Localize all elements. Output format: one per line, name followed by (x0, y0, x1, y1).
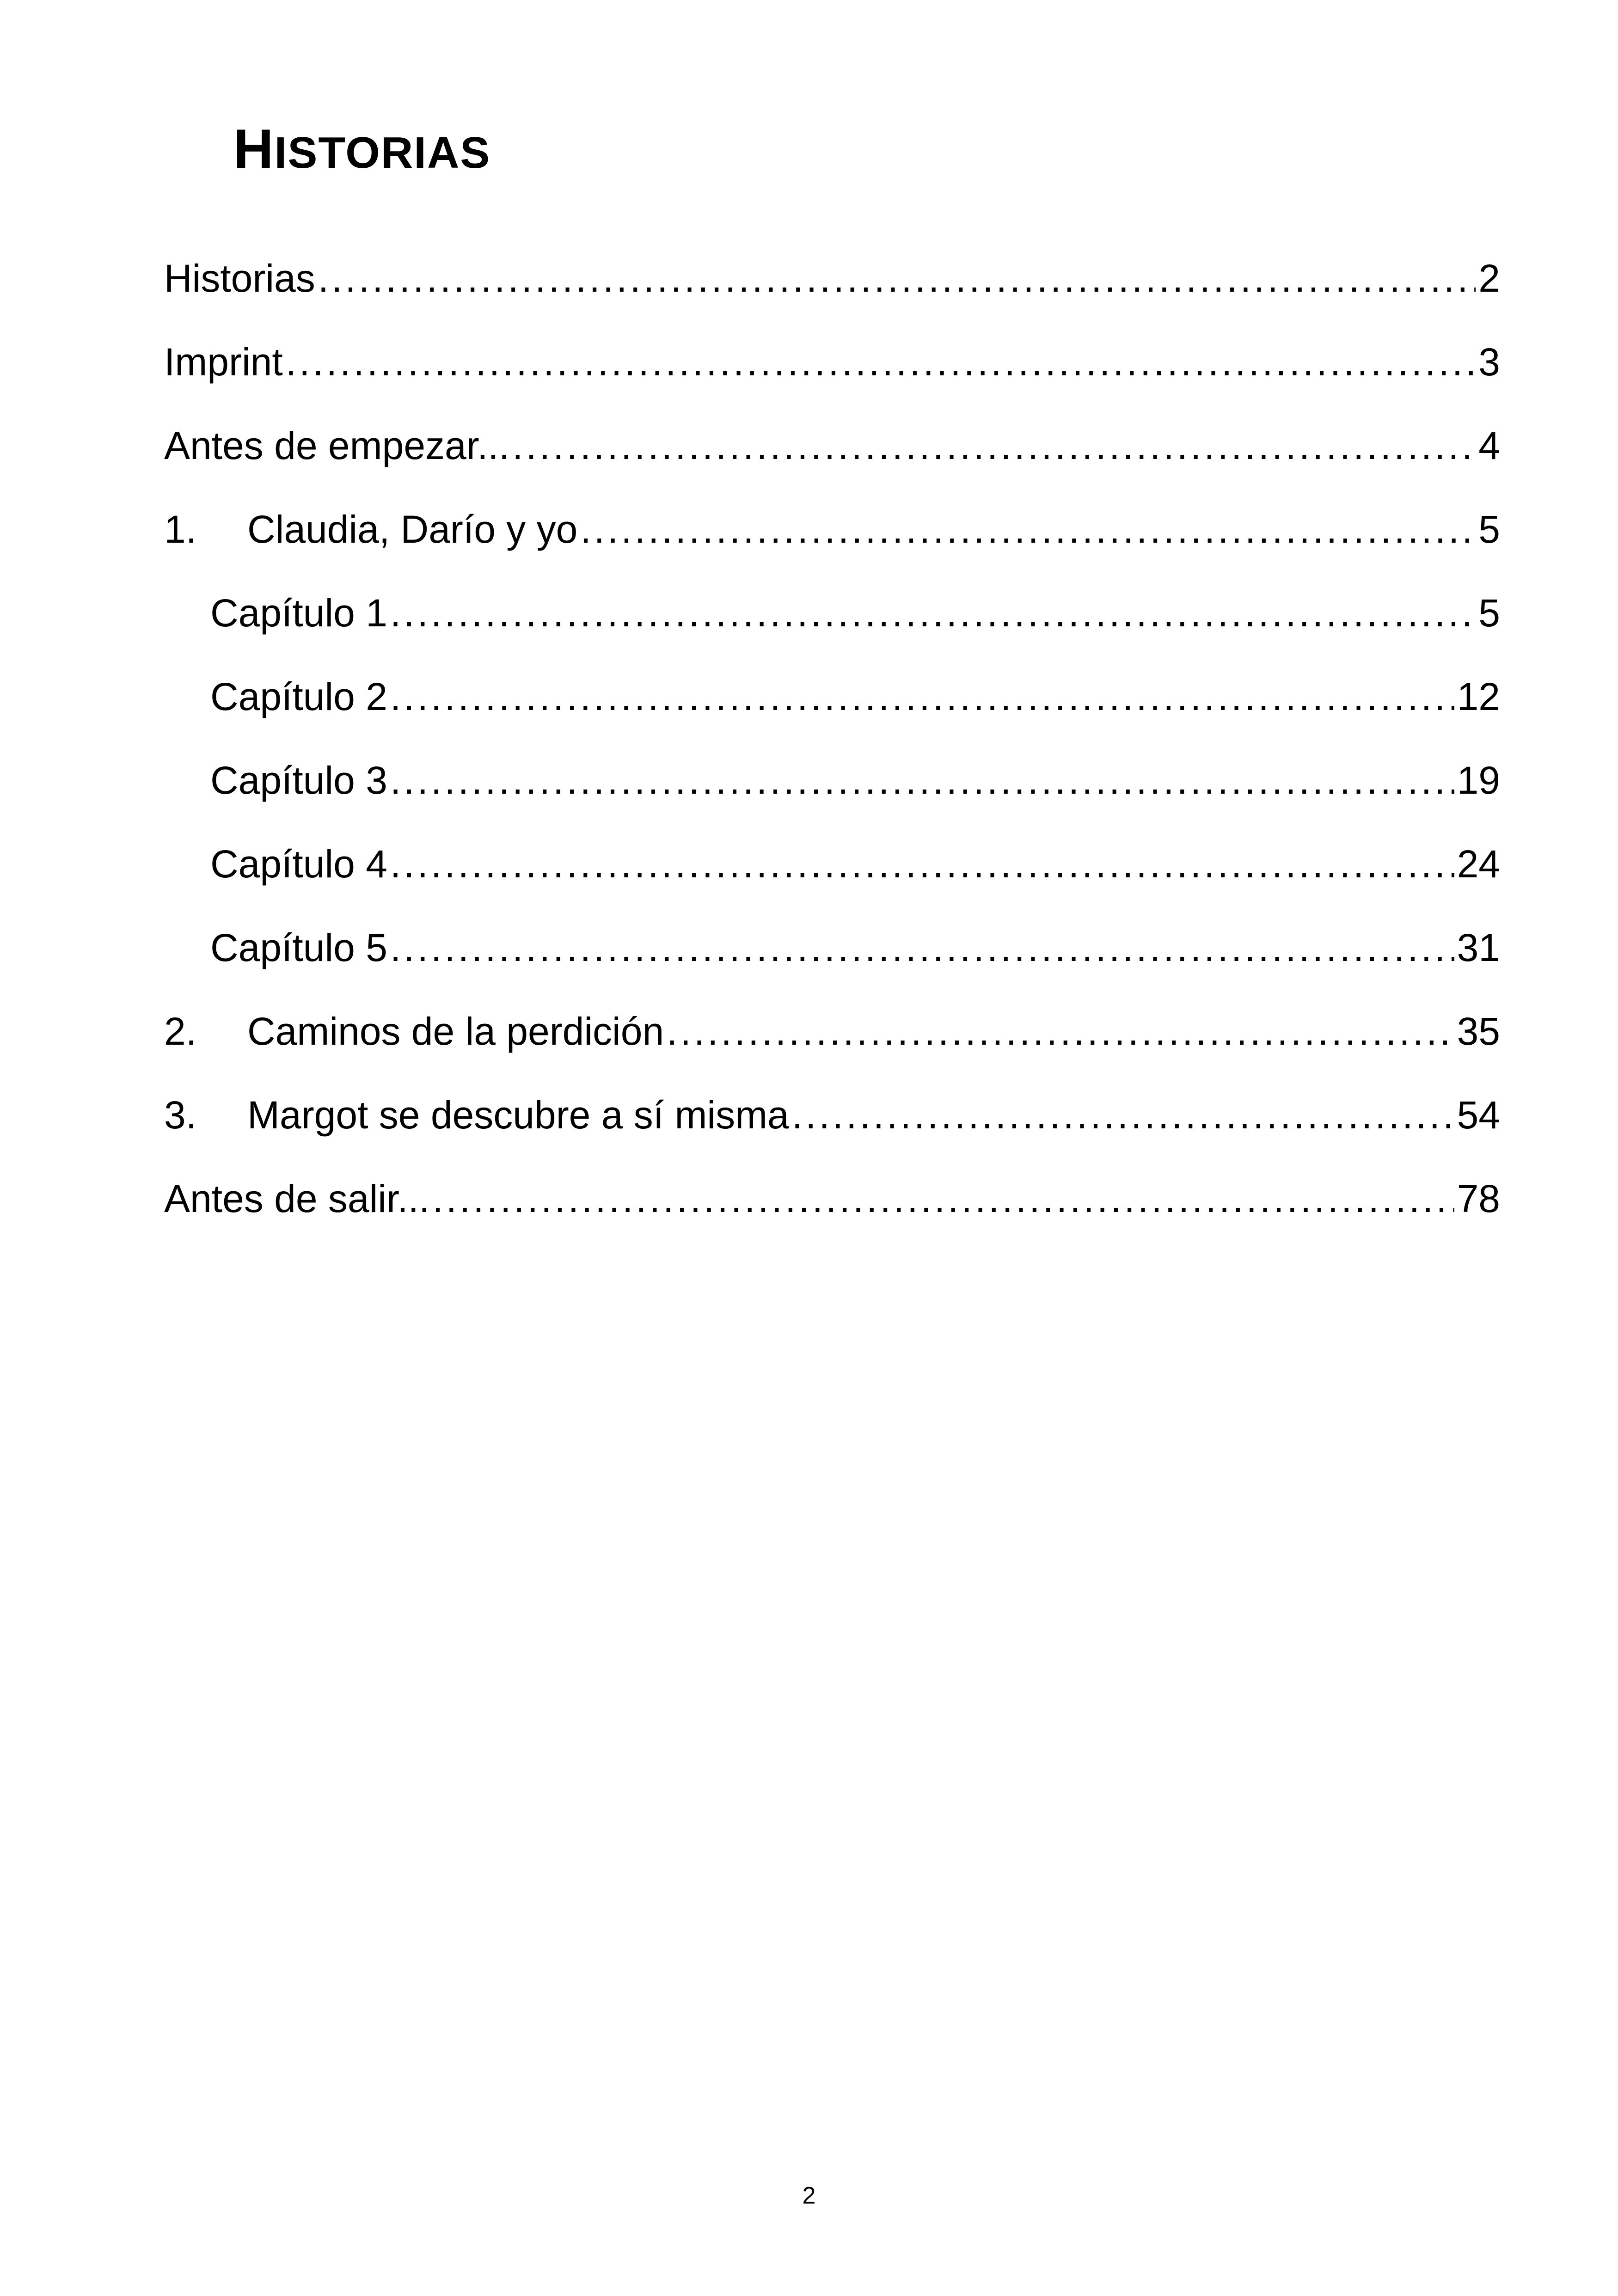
toc-entry-label: Capítulo 4 (210, 842, 387, 886)
toc-entry-page: 78 (1457, 1177, 1500, 1220)
toc-dot-leader (512, 426, 1476, 465)
toc-entry-label: Margot se descubre a sí misma (247, 1093, 789, 1137)
toc-entry-label: Capítulo 2 (210, 675, 387, 718)
page-title-initial: H (233, 118, 275, 180)
toc-entry-number: 3. (164, 1093, 197, 1137)
toc-entry-page: 3 (1478, 340, 1500, 384)
toc-entry-label: Imprint (164, 340, 283, 384)
toc-entry-page: 12 (1457, 675, 1500, 718)
toc-entry-page: 5 (1478, 508, 1500, 551)
page-title-rest: ISTORIAS (274, 128, 491, 178)
toc-entry-number: 2. (164, 1010, 197, 1053)
page-number: 2 (802, 2182, 816, 2209)
toc-entry-caminos-de-la-perdicion[interactable] (164, 1012, 1500, 1096)
toc-entry-capitulo-5[interactable] (164, 928, 1500, 1012)
toc-entry-label: Historias (164, 257, 315, 300)
toc-entry-page: 2 (1478, 257, 1500, 300)
toc-entry-label: Capítulo 3 (210, 759, 387, 802)
page-title (233, 118, 491, 180)
toc-entry-margot-se-descubre[interactable] (164, 1093, 1500, 1179)
toc-entry-page: 31 (1457, 926, 1500, 969)
toc-entry-label: Capítulo 1 (210, 591, 387, 635)
toc-entry-capitulo-3[interactable] (164, 761, 1500, 845)
toc-dot-leader (286, 343, 1476, 381)
table-of-contents (164, 259, 1500, 1263)
toc-entry-page: 4 (1478, 424, 1500, 467)
toc-entry-label: Capítulo 5 (210, 926, 387, 969)
toc-entry-number: 1. (164, 508, 197, 551)
toc-entry-capitulo-1[interactable] (164, 591, 1500, 677)
toc-entry-claudia-dario-y-yo[interactable] (164, 510, 1500, 594)
toc-dot-leader (432, 1179, 1454, 1218)
toc-dot-leader (390, 677, 1454, 716)
toc-dot-leader (390, 761, 1454, 800)
toc-entry-historias[interactable] (164, 259, 1500, 343)
toc-dot-leader (580, 510, 1476, 549)
toc-entry-page: 35 (1457, 1010, 1500, 1053)
toc-entry-label: Caminos de la perdición (247, 1010, 664, 1053)
toc-entry-capitulo-4[interactable] (164, 842, 1500, 928)
toc-dot-leader (390, 845, 1454, 883)
toc-entry-page: 19 (1457, 759, 1500, 802)
toc-entry-label: Antes de salir... (164, 1177, 430, 1220)
toc-entry-capitulo-2[interactable] (164, 677, 1500, 761)
toc-entry-antes-de-empezar[interactable] (164, 426, 1500, 510)
toc-entry-page: 5 (1478, 591, 1500, 635)
toc-dot-leader (667, 1012, 1454, 1051)
toc-entry-label: Claudia, Darío y yo (247, 508, 578, 551)
toc-entry-page: 54 (1457, 1093, 1500, 1137)
toc-entry-antes-de-salir[interactable] (164, 1179, 1500, 1263)
toc-entry-page: 24 (1457, 842, 1500, 886)
toc-entry-label: Antes de empezar... (164, 424, 510, 467)
toc-dot-leader (390, 928, 1454, 967)
toc-dot-leader (318, 259, 1476, 298)
toc-dot-leader (792, 1096, 1454, 1134)
toc-dot-leader (390, 594, 1476, 632)
toc-entry-imprint[interactable] (164, 340, 1500, 426)
